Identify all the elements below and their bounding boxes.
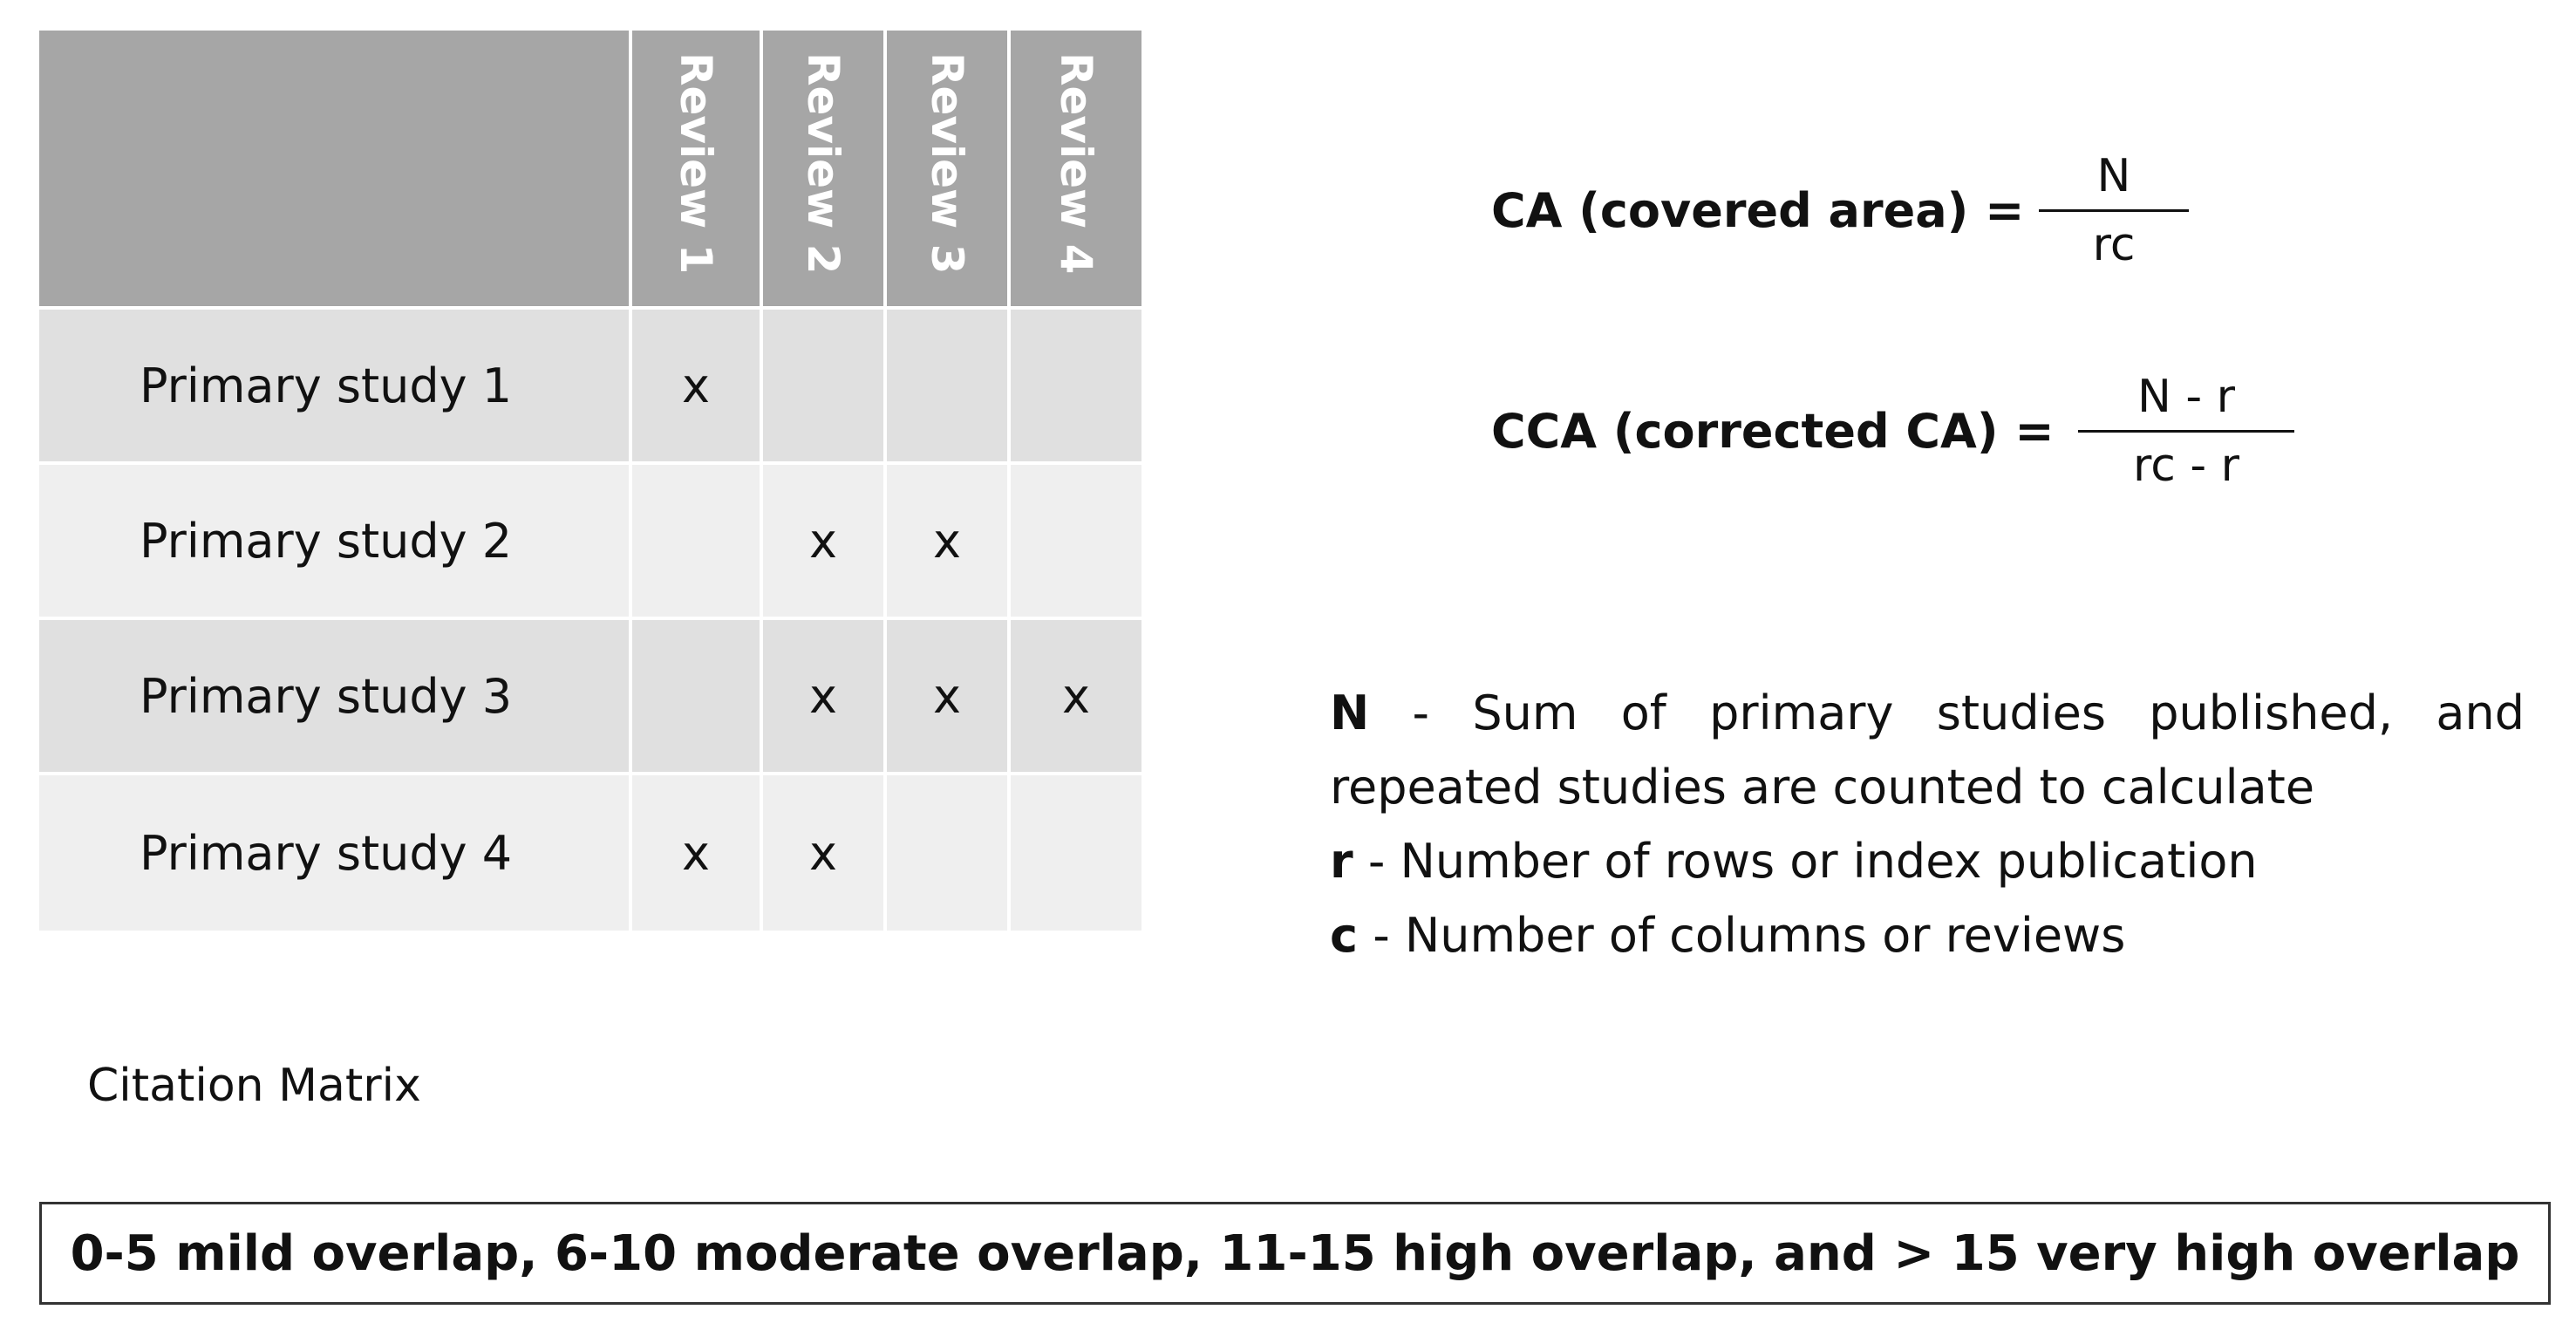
matrix-cell: x bbox=[763, 775, 887, 931]
ca-denominator: rc bbox=[2092, 219, 2136, 271]
citation-matrix-table bbox=[39, 31, 1141, 931]
matrix-cell bbox=[1011, 775, 1141, 931]
matrix-cell: x bbox=[763, 620, 887, 775]
cca-formula-label: CCA (corrected CA) = bbox=[1491, 404, 2055, 459]
row-label-primary-study-1: Primary study 1 bbox=[39, 310, 632, 465]
matrix-cell: x bbox=[632, 310, 763, 465]
symbol-definitions bbox=[1330, 676, 2525, 972]
matrix-cell bbox=[1011, 465, 1141, 620]
definition-c-text: - Number of columns or reviews bbox=[1373, 908, 2126, 963]
ca-formula-label: CA (covered area) = bbox=[1491, 183, 2025, 238]
cca-denominator: rc - r bbox=[2132, 440, 2240, 492]
column-header-review-4: Review 4 bbox=[1011, 31, 1141, 310]
matrix-cell: x bbox=[887, 620, 1011, 775]
symbol-n: N bbox=[1330, 685, 1370, 740]
matrix-cell bbox=[887, 775, 1011, 931]
matrix-caption: Citation Matrix bbox=[87, 1060, 421, 1112]
definition-n bbox=[1330, 676, 2525, 824]
column-header-review-2: Review 2 bbox=[763, 31, 887, 310]
definition-n-text: - Sum of primary studies published, and repeated studies are counted to calculate bbox=[1330, 685, 2525, 815]
table-row bbox=[39, 620, 1141, 775]
cca-fraction bbox=[2078, 371, 2294, 492]
column-header-review-1: Review 1 bbox=[632, 31, 763, 310]
cca-numerator: N - r bbox=[2136, 371, 2236, 423]
matrix-cell bbox=[763, 310, 887, 465]
column-header-review-3: Review 3 bbox=[887, 31, 1011, 310]
definition-c bbox=[1330, 898, 2525, 972]
row-label-primary-study-4: Primary study 4 bbox=[39, 775, 632, 931]
table-row bbox=[39, 775, 1141, 931]
matrix-header-row bbox=[39, 31, 1141, 310]
matrix-cell bbox=[887, 310, 1011, 465]
matrix-cell: x bbox=[632, 775, 763, 931]
definition-r-text: - Number of rows or index publication bbox=[1367, 834, 2258, 889]
matrix-cell: x bbox=[763, 465, 887, 620]
matrix-cell bbox=[632, 465, 763, 620]
row-label-primary-study-2: Primary study 2 bbox=[39, 465, 632, 620]
ca-numerator: N bbox=[2096, 150, 2131, 202]
table-row bbox=[39, 465, 1141, 620]
overlap-scale-box bbox=[39, 1202, 2551, 1305]
row-label-primary-study-3: Primary study 3 bbox=[39, 620, 632, 775]
matrix-cell bbox=[632, 620, 763, 775]
ca-fraction bbox=[2039, 150, 2189, 271]
symbol-r: r bbox=[1330, 834, 1353, 889]
symbol-c: c bbox=[1330, 908, 1359, 963]
table-row bbox=[39, 310, 1141, 465]
overlap-scale-text: 0-5 mild overlap, 6-10 moderate overlap, 11-15 high overlap, and > 15 very high overlap bbox=[70, 1224, 2520, 1282]
definition-r bbox=[1330, 824, 2525, 898]
matrix-cell bbox=[1011, 310, 1141, 465]
matrix-cell: x bbox=[1011, 620, 1141, 775]
matrix-corner-cell bbox=[39, 31, 632, 310]
matrix-cell: x bbox=[887, 465, 1011, 620]
